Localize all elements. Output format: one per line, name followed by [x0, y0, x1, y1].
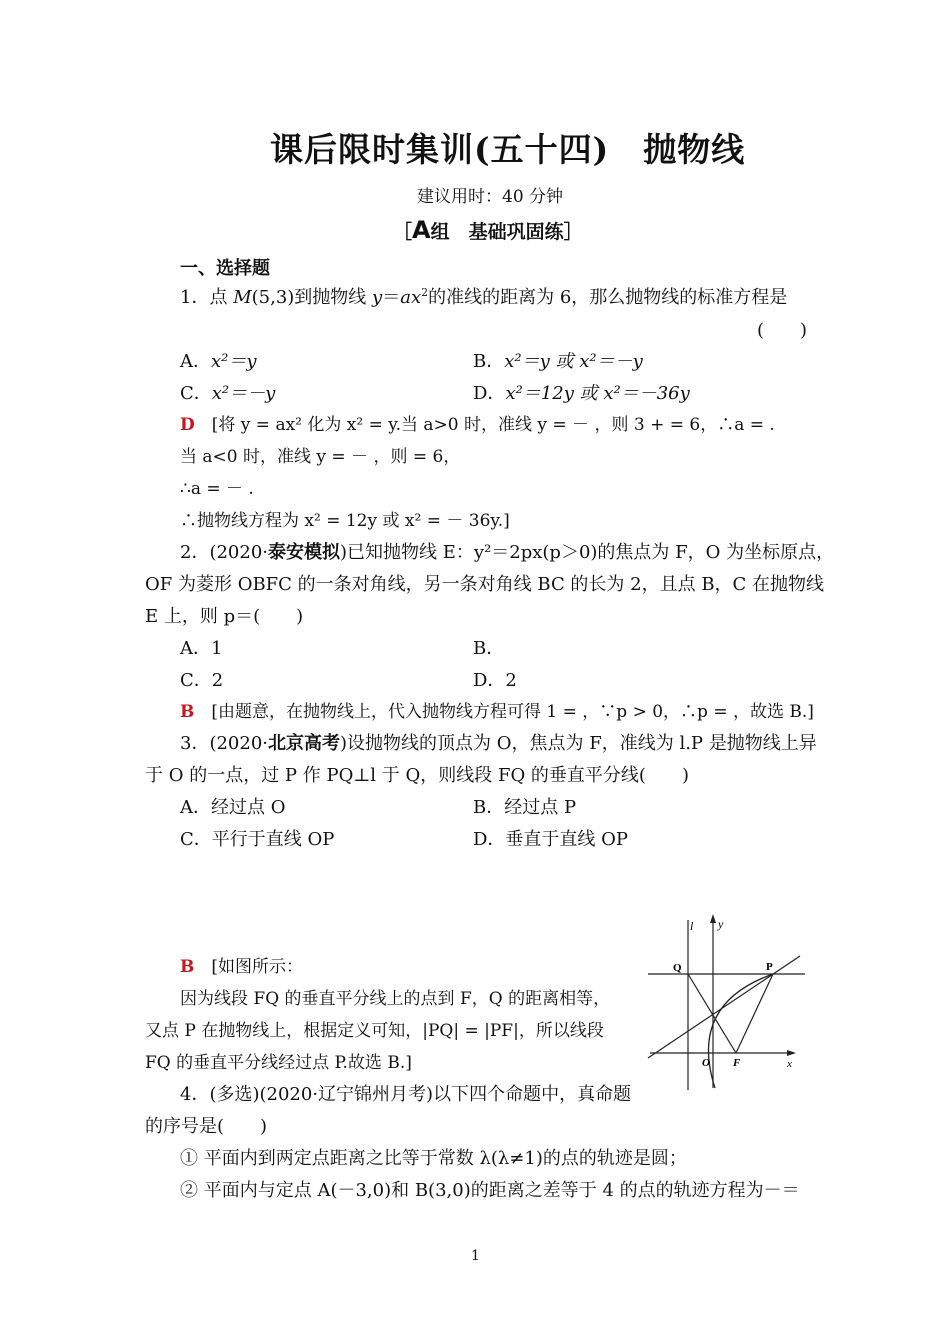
label-f: F	[733, 1057, 741, 1069]
q2-solution-text: [由题意，在抛物线上，代入抛物线方程可得 1 = ，∵p > 0，∴p = ，故选 B.]	[211, 702, 814, 722]
q3-source: 北京高考	[268, 733, 341, 754]
q1-var-y: y	[372, 287, 383, 308]
page-number: 1	[471, 1248, 480, 1264]
page-title: 课后限时集训(五十四) 抛物线	[270, 130, 746, 169]
q2-prefix: 2．(2020·	[180, 542, 269, 563]
q2-option-c: C．2	[180, 670, 224, 691]
q1-answer-paren: ( )	[757, 320, 808, 341]
label-q: Q	[673, 962, 682, 974]
group-bracket-close: ］	[563, 221, 583, 243]
y-axis-arrow	[710, 914, 716, 923]
q1-answer-letter: D	[180, 415, 195, 435]
q2-line-1	[180, 541, 834, 565]
suggested-time: 建议用时：40 分钟	[417, 187, 564, 207]
q2-line-3: E 上，则 p＝( )	[145, 606, 304, 627]
q2-source: 泰安模拟	[268, 542, 341, 563]
q1-solution-line-2: 当 a<0 时，准线 y = － ，则 = 6，	[180, 447, 461, 467]
q3-option-b: B．经过点 P	[473, 797, 577, 818]
q3-option-d: D．垂直于直线 OP	[473, 829, 629, 850]
q1-solution-line-3: ∴a = － .	[180, 479, 254, 499]
q1-option-c-text: x²＝－y	[211, 383, 276, 404]
label-x: x	[787, 1058, 792, 1070]
q1-option-b-label: B．	[473, 351, 505, 372]
q2-solution	[180, 700, 814, 724]
group-letter: A	[412, 216, 431, 244]
q3-stem-rest: )设抛物线的顶点为 O，焦点为 F，准线为 l.P 是抛物线上异	[340, 733, 817, 754]
q4-item-2: ② 平面内与定点 A(－3,0)和 B(3,0)的距离之差等于 4 的点的轨迹方程为－＝	[180, 1180, 800, 1201]
q1-stem-b: (5,3)到抛物线	[251, 287, 373, 308]
q1-equals: ＝	[382, 287, 401, 308]
q1-option-b-text: x²＝y 或 x²＝－y	[504, 351, 643, 372]
label-l: l	[690, 919, 694, 933]
q1-point-m: M	[233, 287, 252, 308]
q3-option-c: C．平行于直线 OP	[180, 829, 335, 850]
group-label	[393, 216, 583, 244]
q4-item-1: ① 平面内到两定点距离之比等于常数 λ(λ≠1)的点的轨迹是圆；	[180, 1148, 687, 1169]
q3-answer-letter: B	[180, 957, 195, 977]
q2-option-b: B．	[473, 638, 505, 659]
q1-option-a-text: x²＝y	[211, 351, 257, 372]
q1-var-x: x	[410, 287, 422, 308]
q1-solution-text-1: [将 y = ax² 化为 x² = y.当 a>0 时，准线 y = － ，则 3 + = 6，∴a = .	[211, 415, 775, 435]
q3-solution-line-4: FQ 的垂直平分线经过点 P.故选 B.]	[145, 1053, 412, 1073]
q1-solution-line-1	[180, 413, 775, 437]
q3-line-1	[180, 732, 817, 756]
perpendicular-bisector	[648, 956, 800, 1058]
label-y: y	[718, 917, 724, 931]
segment-qf	[688, 974, 736, 1053]
q1-solution-line-4: ∴抛物线方程为 x² = 12y 或 x² = － 36y.]	[180, 511, 510, 531]
group-text: 组 基础巩固练	[430, 221, 564, 243]
q3-line-2: 于 O 的一点，过 P 作 PQ⊥l 于 Q，则线段 FQ 的垂直平分线( )	[145, 765, 689, 786]
q1-option-c-label: C．	[180, 383, 212, 404]
q4-line-2: 的序号是( )	[145, 1116, 268, 1137]
section-heading: 一、选择题	[180, 258, 270, 279]
q2-answer-letter: B	[180, 702, 195, 722]
q3-solution-line-3: 又点 P 在抛物线上，根据定义可知，|PQ| = |PF|，所以线段	[145, 1021, 604, 1041]
x-axis-arrow	[787, 1050, 796, 1056]
q2-option-d: D．2	[473, 670, 517, 691]
q1-option-d-label: D．	[473, 383, 506, 404]
group-bracket-open: ［	[393, 221, 413, 243]
q3-prefix: 3．(2020·	[180, 733, 269, 754]
q1-option-c	[180, 382, 275, 406]
q2-stem-rest: )已知抛物线 E：y²＝2px(p＞0)的焦点为 F，O 为坐标原点，	[340, 542, 835, 563]
q1-option-d-text: x²＝12y 或 x²＝－36y	[505, 383, 690, 404]
q3-solution-text-1: [如图所示：	[211, 957, 304, 977]
label-p: P	[766, 961, 773, 973]
q1-option-d	[473, 382, 690, 406]
q3-option-a: A．经过点 O	[180, 797, 286, 818]
q3-solution-line-2: 因为线段 FQ 的垂直平分线上的点到 F，Q 的距离相等，	[180, 989, 611, 1009]
q4-line-1: 4．(多选)(2020·辽宁锦州月考)以下四个命题中，真命题	[180, 1084, 632, 1105]
q2-line-2: OF 为菱形 OBFC 的一条对角线，另一条对角线 BC 的长为 2，且点 B，C 在抛物线	[145, 574, 825, 595]
q1-option-a-label: A．	[180, 351, 211, 372]
parabola-figure	[640, 912, 815, 1092]
q1-stem	[180, 286, 787, 310]
q1-option-b	[473, 350, 643, 374]
q1-stem-a: 1．点	[180, 287, 234, 308]
q2-option-a: A．1	[180, 638, 223, 659]
q1-var-a: a	[400, 287, 411, 308]
q3-solution-line-1	[180, 955, 303, 979]
q1-sup: 2	[421, 286, 429, 299]
label-o: O	[702, 1057, 710, 1069]
q1-option-a	[180, 350, 257, 374]
q1-stem-c: 的准线的距离为 6，那么抛物线的标准方程是	[428, 287, 788, 308]
parabola-curve	[708, 974, 773, 1088]
